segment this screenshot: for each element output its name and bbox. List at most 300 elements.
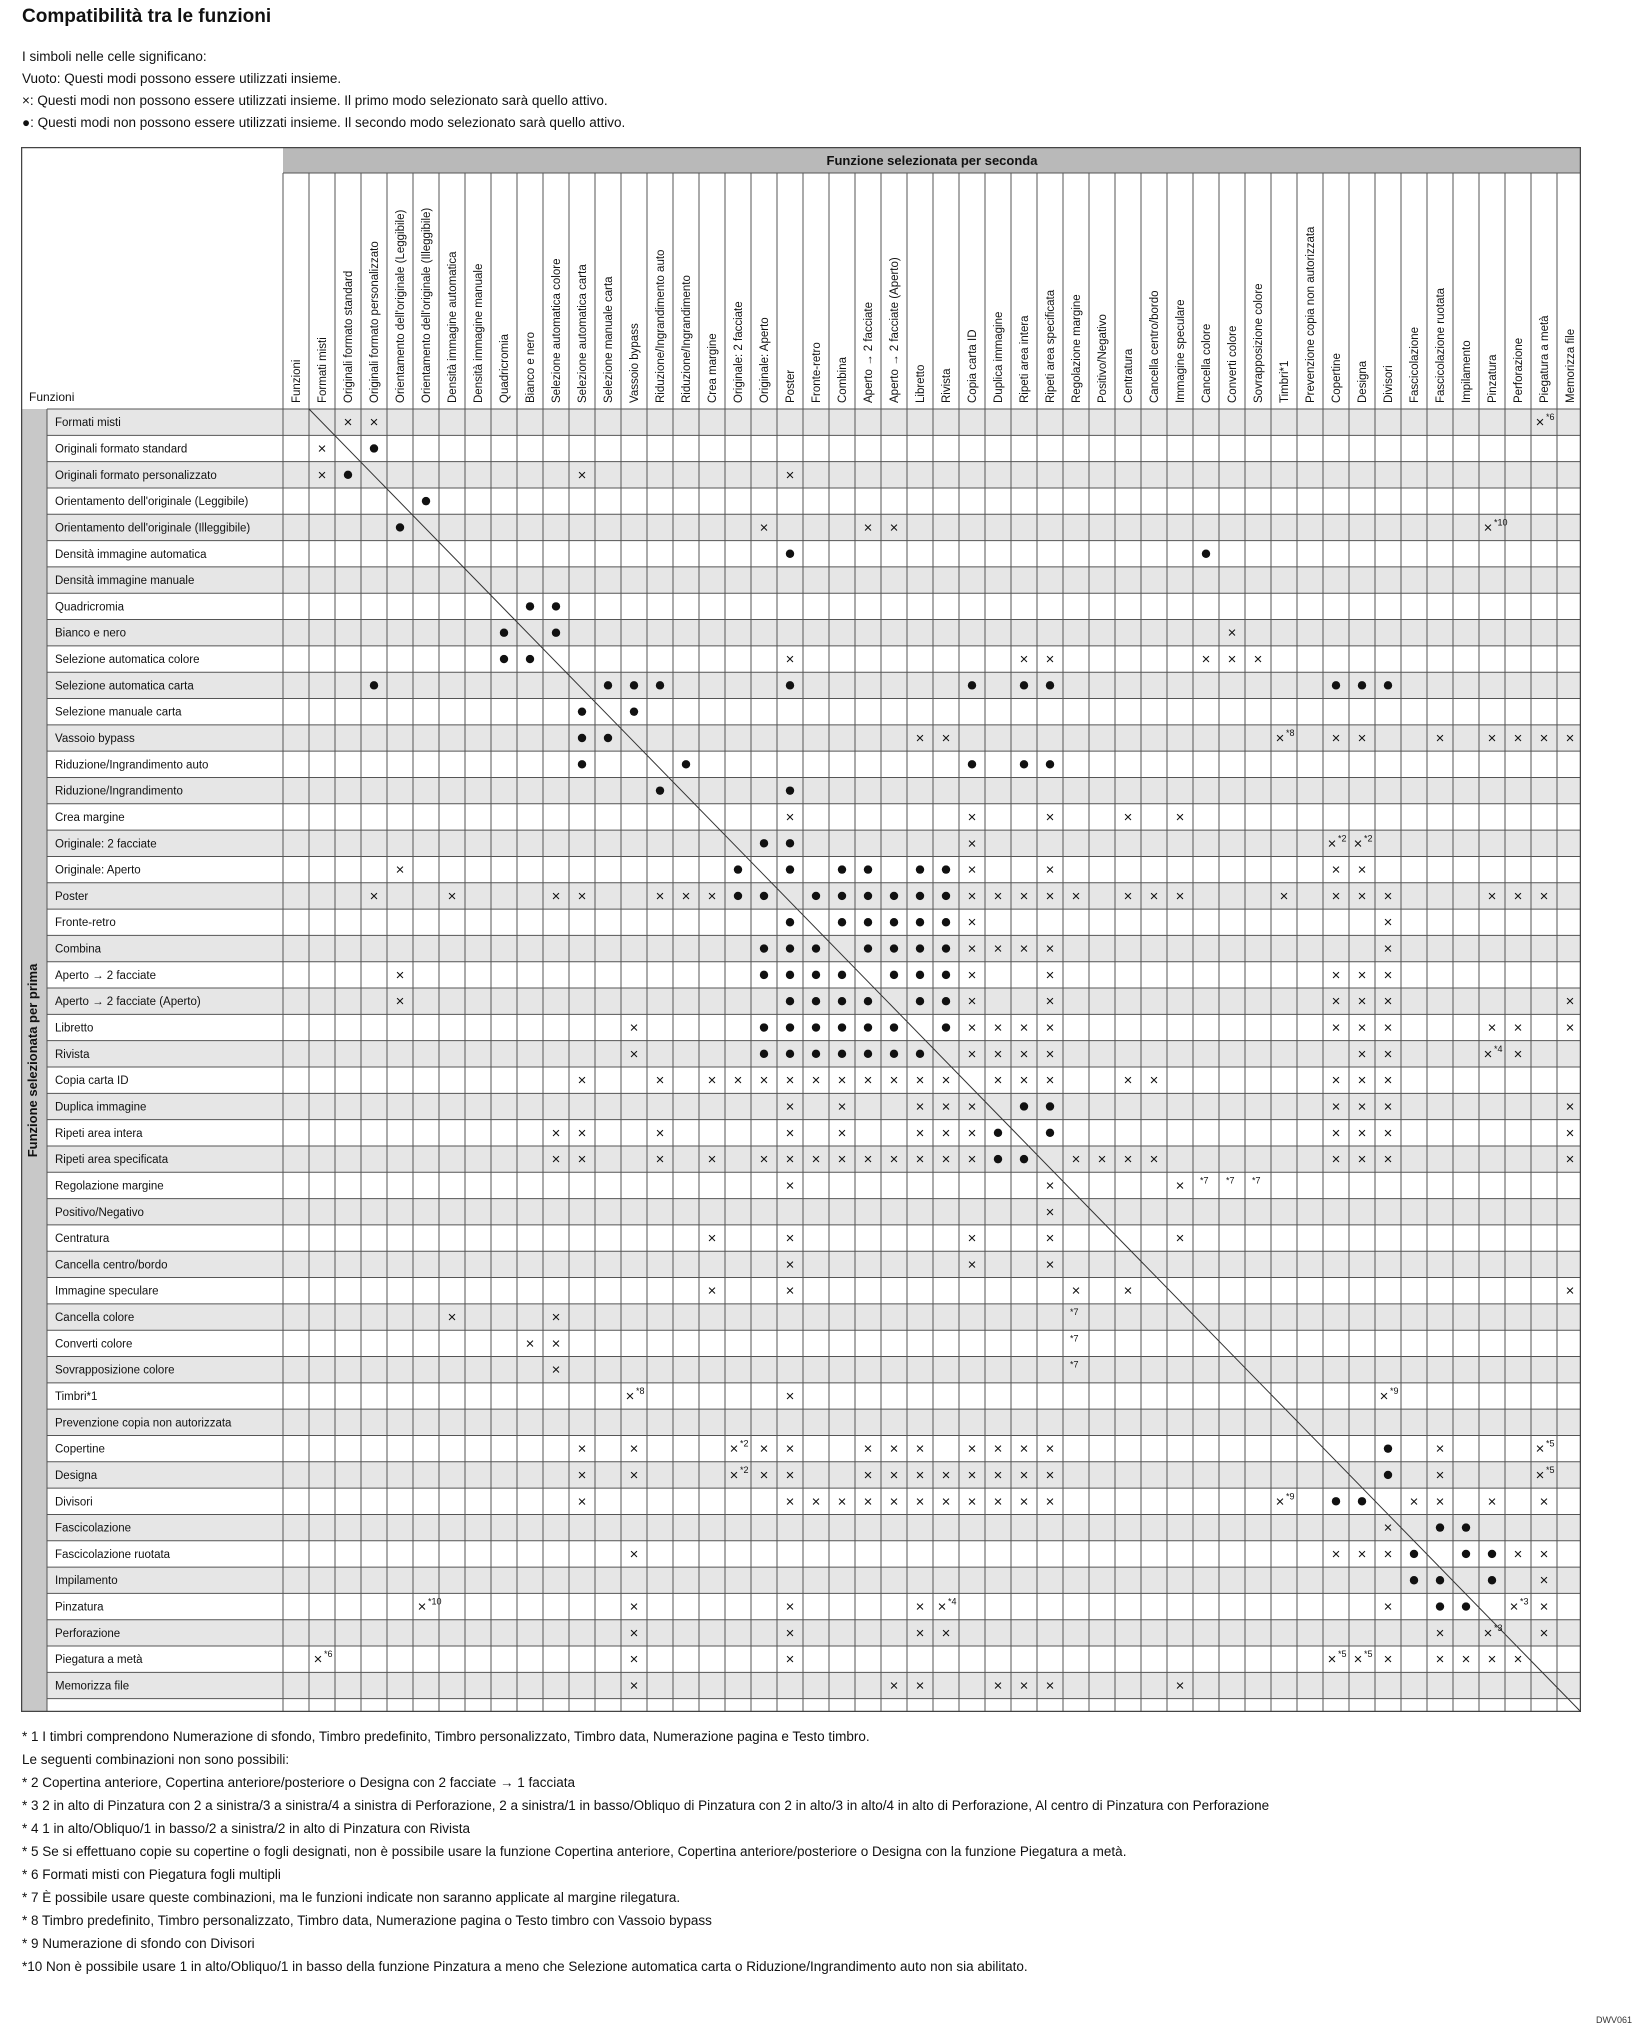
column-header: Sovrapposizione colore (1253, 283, 1265, 403)
cell-mark-cross: × (1331, 861, 1341, 879)
cell-mark-cross: × (707, 1072, 717, 1090)
cell-mark-dot (994, 1129, 1002, 1137)
cell-mark-cross: × (1045, 651, 1055, 669)
cell-mark-dot (942, 892, 950, 900)
cell-mark-cross: × (1535, 414, 1545, 432)
row-shade (47, 1672, 1581, 1698)
cell-footnote-ref: *7 (1070, 1333, 1079, 1344)
cell-mark-cross: × (1331, 1545, 1341, 1563)
column-header: Immagine speculare (1175, 299, 1187, 403)
cell-mark-cross: × (1045, 940, 1055, 958)
cell-mark-dot (890, 1050, 898, 1058)
cell-footnote-ref: *2 (1338, 833, 1347, 844)
row-label: Densità immagine manuale (55, 575, 195, 588)
cell-mark-dot (370, 681, 378, 689)
row-label: Converti colore (55, 1338, 133, 1351)
column-header: Impilamento (1461, 340, 1473, 403)
column-header: Centratura (1123, 348, 1135, 403)
cell-mark-dot (968, 760, 976, 768)
column-header: Orientamento dell'originale (Leggibile) (395, 209, 407, 403)
cell-footnote-ref: *9 (1286, 1491, 1295, 1502)
column-header: Duplica immagine (993, 311, 1005, 403)
row-label: Aperto → 2 facciate (Aperto) (55, 996, 201, 1009)
cell-mark-dot (864, 918, 872, 926)
cell-mark-cross: × (417, 1598, 427, 1616)
footnote-9: * 9 Numerazione di sfondo con Divisori (22, 1936, 255, 1951)
cell-mark-cross: × (1331, 1124, 1341, 1142)
cell-mark-cross: × (1019, 1440, 1029, 1458)
cell-mark-cross: × (915, 1440, 925, 1458)
cell-mark-cross: × (1045, 1493, 1055, 1511)
row-shade (47, 672, 1581, 698)
row-label: Designa (55, 1469, 98, 1482)
cell-mark-cross: × (1275, 730, 1285, 747)
cell-footnote-ref: *10 (1494, 517, 1508, 528)
row-label: Copertine (55, 1443, 105, 1456)
cell-mark-cross: × (577, 1440, 587, 1458)
cell-mark-cross: × (937, 1598, 947, 1616)
cell-mark-dot (864, 892, 872, 900)
row-label: Vassoio bypass (55, 733, 135, 745)
cell-mark-dot (916, 918, 924, 926)
cell-mark-cross: × (1539, 1572, 1549, 1590)
cell-mark-cross: × (889, 1466, 899, 1484)
cell-mark-cross: × (967, 1230, 977, 1248)
cell-mark-cross: × (785, 1388, 795, 1405)
cell-footnote-ref: *3 (1494, 1622, 1503, 1633)
row-label: Immagine speculare (55, 1285, 159, 1298)
column-header: Formati misti (317, 337, 329, 403)
cell-mark-cross: × (577, 1466, 587, 1484)
column-header: Selezione automatica carta (577, 264, 589, 403)
cell-footnote-ref: *2 (740, 1438, 749, 1449)
cell-mark-cross: × (369, 414, 379, 432)
cell-mark-cross: × (1357, 1072, 1367, 1090)
cell-mark-cross: × (1045, 1019, 1055, 1037)
cell-mark-cross: × (889, 1072, 899, 1090)
row-shade (47, 1199, 1581, 1225)
cell-mark-cross: × (1045, 808, 1055, 826)
cell-mark-dot (500, 629, 508, 637)
cell-footnote-ref: *5 (1546, 1438, 1555, 1449)
cell-mark-cross: × (967, 1045, 977, 1063)
cell-mark-cross: × (1513, 1651, 1523, 1669)
cell-footnote-ref: *4 (948, 1596, 957, 1607)
cell-mark-cross: × (551, 1151, 561, 1169)
cell-mark-cross: × (889, 519, 899, 537)
column-header: Originali formato standard (343, 270, 355, 403)
cell-mark-cross: × (1435, 1466, 1445, 1484)
cell-mark-cross: × (1383, 1651, 1393, 1669)
cell-mark-cross: × (1409, 1493, 1419, 1511)
column-header: Aperto → 2 facciate (863, 302, 875, 403)
cell-mark-dot (760, 892, 768, 900)
cell-mark-cross: × (1383, 1098, 1393, 1116)
column-header: Originale: Aperto (759, 317, 771, 403)
top-header-label: Funzione selezionata per seconda (826, 153, 1038, 168)
row-label: Sovrapposizione colore (55, 1364, 175, 1377)
row-label: Prevenzione copia non autorizzata (55, 1417, 232, 1430)
cell-mark-dot (1020, 1155, 1028, 1163)
cell-mark-cross: × (1487, 1493, 1497, 1511)
cell-mark-dot (656, 681, 664, 689)
row-label: Ripeti area intera (55, 1127, 143, 1140)
cell-mark-dot (1202, 550, 1210, 558)
legend-intro: I simboli nelle celle significano: (22, 49, 207, 64)
cell-mark-cross: × (1357, 730, 1367, 747)
cell-mark-dot (760, 839, 768, 847)
cell-mark-dot (552, 629, 560, 637)
cell-mark-dot (942, 1023, 950, 1031)
row-label: Selezione manuale carta (55, 706, 182, 719)
cell-mark-cross: × (1539, 1545, 1549, 1563)
column-header: Selezione automatica colore (551, 258, 563, 403)
cell-mark-cross: × (785, 808, 795, 826)
row-label: Originali formato standard (55, 443, 188, 456)
cell-mark-cross: × (785, 1282, 795, 1300)
cell-mark-cross: × (1045, 1203, 1055, 1221)
cell-mark-cross: × (1327, 835, 1337, 853)
row-label: Perforazione (55, 1627, 121, 1640)
cell-mark-cross: × (811, 1493, 821, 1511)
cell-mark-dot (786, 839, 794, 847)
cell-mark-cross: × (1149, 1151, 1159, 1169)
cell-footnote-ref: *8 (636, 1386, 645, 1396)
column-header: Riduzione/Ingrandimento auto (655, 249, 667, 403)
cell-mark-cross: × (1045, 1072, 1055, 1090)
cell-mark-cross: × (1535, 1440, 1545, 1458)
cell-footnote-ref: *7 (1070, 1307, 1079, 1318)
cell-mark-dot (578, 707, 586, 715)
column-header: Copia carta ID (967, 329, 979, 403)
footnote-7: * 7 È possibile usare queste combinazioni, ma le funzioni indicate non saranno applicate al margine rilegatura. (22, 1890, 681, 1905)
cell-mark-cross: × (785, 1177, 795, 1195)
cell-mark-cross: × (1045, 1677, 1055, 1695)
row-shade (47, 1093, 1581, 1119)
cell-mark-cross: × (1539, 1598, 1549, 1616)
row-label: Piegatura a metà (55, 1654, 143, 1667)
cell-mark-dot (942, 997, 950, 1005)
cell-mark-cross: × (1045, 1230, 1055, 1248)
cell-mark-cross: × (941, 730, 951, 747)
column-header: Piegatura a metà (1539, 315, 1551, 403)
cell-mark-cross: × (1383, 914, 1393, 932)
cell-mark-cross: × (1357, 861, 1367, 879)
column-header: Poster (785, 369, 797, 403)
row-label: Formati misti (55, 417, 121, 430)
page-title: Compatibilità tra le funzioni (22, 6, 272, 27)
cell-mark-cross: × (1331, 966, 1341, 984)
cell-mark-dot (1488, 1550, 1496, 1558)
cell-mark-cross: × (577, 466, 587, 484)
cell-mark-cross: × (1565, 730, 1575, 747)
cell-mark-cross: × (967, 1019, 977, 1037)
cell-mark-cross: × (941, 1098, 951, 1116)
cell-mark-cross: × (1331, 1072, 1341, 1090)
row-label: Aperto → 2 facciate (55, 969, 156, 982)
cell-mark-dot (942, 918, 950, 926)
cell-mark-cross: × (1483, 519, 1493, 537)
cell-mark-dot (1410, 1576, 1418, 1584)
cell-mark-cross: × (1383, 1545, 1393, 1563)
cell-mark-cross: × (1019, 940, 1029, 958)
row-shade (47, 777, 1581, 803)
cell-mark-dot (396, 523, 404, 531)
row-shade (47, 514, 1581, 540)
cell-footnote-ref: *8 (1286, 728, 1295, 738)
footnote-2: * 2 Copertina anteriore, Copertina anteriore/posteriore o Designa con 2 facciate → 1 facciata (22, 1775, 576, 1790)
column-header: Quadricromia (499, 333, 511, 403)
cell-mark-dot (1436, 1523, 1444, 1531)
row-label: Originali formato personalizzato (55, 469, 217, 482)
row-label: Regolazione margine (55, 1180, 164, 1193)
cell-mark-dot (578, 734, 586, 742)
cell-mark-cross: × (1483, 1624, 1493, 1642)
row-label: Cancella colore (55, 1312, 135, 1325)
cell-mark-cross: × (785, 1230, 795, 1248)
cell-mark-dot (1020, 1102, 1028, 1110)
cell-mark-cross: × (759, 1466, 769, 1484)
cell-mark-cross: × (625, 1388, 635, 1405)
cell-mark-cross: × (1513, 1019, 1523, 1037)
cell-mark-cross: × (759, 519, 769, 537)
column-header: Copertine (1331, 353, 1343, 403)
cell-mark-cross: × (1331, 1019, 1341, 1037)
document-code: DWV061 (1595, 2015, 1632, 2025)
cell-mark-cross: × (1019, 1466, 1029, 1484)
cell-mark-cross: × (395, 966, 405, 984)
row-label: Fascicolazione (55, 1522, 132, 1535)
cell-mark-dot (890, 971, 898, 979)
cell-mark-dot (1046, 760, 1054, 768)
cell-mark-dot (786, 918, 794, 926)
cell-mark-cross: × (863, 519, 873, 537)
row-label: Quadricromia (55, 601, 125, 614)
column-header: Pinzatura (1487, 354, 1499, 403)
cell-mark-dot (916, 892, 924, 900)
cell-mark-cross: × (1383, 1019, 1393, 1037)
cell-mark-cross: × (967, 887, 977, 905)
cell-mark-dot (1046, 1129, 1054, 1137)
cell-footnote-ref: *10 (428, 1596, 442, 1607)
cell-mark-cross: × (729, 1440, 739, 1458)
cell-mark-cross: × (1487, 1651, 1497, 1669)
column-header: Ripeti area intera (1019, 315, 1031, 403)
cell-mark-dot (1410, 1550, 1418, 1558)
cell-mark-dot (760, 971, 768, 979)
row-shade (47, 567, 1581, 593)
column-header: Vassoio bypass (629, 323, 641, 403)
cell-mark-cross: × (1565, 993, 1575, 1011)
cell-mark-cross: × (1435, 730, 1445, 747)
cell-mark-cross: × (525, 1335, 535, 1353)
row-label: Rivista (55, 1048, 90, 1061)
cell-footnote-ref: *7 (1200, 1175, 1209, 1186)
cell-mark-dot (604, 734, 612, 742)
cell-mark-cross: × (629, 1651, 639, 1669)
cell-mark-dot (812, 892, 820, 900)
cell-mark-cross: × (1539, 730, 1549, 747)
cell-mark-dot (916, 1050, 924, 1058)
column-header: Designa (1357, 360, 1369, 403)
cell-mark-cross: × (707, 887, 717, 905)
cell-mark-cross: × (785, 466, 795, 484)
cell-mark-dot (890, 892, 898, 900)
cell-mark-cross: × (1253, 651, 1263, 669)
cell-mark-cross: × (785, 1493, 795, 1511)
cell-mark-cross: × (785, 1651, 795, 1669)
cell-mark-cross: × (1357, 1098, 1367, 1116)
cell-mark-dot (1046, 1102, 1054, 1110)
cell-mark-cross: × (785, 1624, 795, 1642)
cell-mark-cross: × (655, 1072, 665, 1090)
cell-mark-cross: × (1045, 861, 1055, 879)
cell-mark-cross: × (1565, 1282, 1575, 1300)
cell-mark-cross: × (759, 1151, 769, 1169)
cell-mark-cross: × (1353, 1651, 1363, 1669)
cell-mark-cross: × (681, 887, 691, 905)
column-header: Libretto (915, 364, 927, 403)
cell-mark-cross: × (447, 1309, 457, 1327)
cell-mark-dot (786, 550, 794, 558)
cell-mark-cross: × (629, 1466, 639, 1484)
footnote-intro: Le seguenti combinazioni non sono possibili: (22, 1752, 290, 1767)
cell-mark-cross: × (1227, 651, 1237, 669)
cell-mark-cross: × (785, 1598, 795, 1616)
cell-mark-cross: × (993, 1493, 1003, 1511)
cell-mark-cross: × (1539, 1624, 1549, 1642)
cell-mark-cross: × (1331, 1098, 1341, 1116)
cell-mark-cross: × (967, 808, 977, 826)
cell-mark-cross: × (837, 1493, 847, 1511)
cell-mark-cross: × (1357, 1151, 1367, 1169)
cell-mark-dot (916, 971, 924, 979)
column-header: Originale: 2 facciate (733, 301, 745, 403)
cell-footnote-ref: *2 (1364, 833, 1373, 844)
column-header: Rivista (941, 368, 953, 403)
cell-mark-cross: × (577, 887, 587, 905)
cell-mark-dot (1046, 681, 1054, 689)
cell-mark-cross: × (1383, 966, 1393, 984)
cell-mark-cross: × (967, 1098, 977, 1116)
cell-mark-cross: × (863, 1466, 873, 1484)
cell-mark-cross: × (993, 1440, 1003, 1458)
cell-mark-cross: × (993, 1019, 1003, 1037)
cell-mark-cross: × (577, 1072, 587, 1090)
cell-mark-cross: × (1357, 1124, 1367, 1142)
row-shade (47, 725, 1581, 751)
row-label: Copia carta ID (55, 1075, 129, 1088)
cell-mark-cross: × (967, 1124, 977, 1142)
cell-mark-dot (812, 1023, 820, 1031)
cell-mark-cross: × (1123, 808, 1133, 826)
footnote-1: * 1 I timbri comprendono Numerazione di sfondo, Timbro predefinito, Timbro personalizzato, Timbro data, Numerazione pagina e Testo timbro. (22, 1729, 870, 1744)
cell-mark-cross: × (1019, 1019, 1029, 1037)
cell-mark-dot (812, 997, 820, 1005)
cell-mark-dot (968, 681, 976, 689)
cell-mark-cross: × (915, 1151, 925, 1169)
cell-mark-dot (1358, 681, 1366, 689)
cell-mark-dot (916, 865, 924, 873)
cell-mark-cross: × (655, 1124, 665, 1142)
cell-mark-cross: × (1565, 1098, 1575, 1116)
cell-mark-cross: × (915, 1677, 925, 1695)
cell-mark-cross: × (629, 1045, 639, 1063)
cell-mark-cross: × (941, 1466, 951, 1484)
cell-mark-dot (1462, 1602, 1470, 1610)
cell-mark-cross: × (1123, 1151, 1133, 1169)
column-header: Memorizza file (1565, 328, 1577, 403)
cell-mark-cross: × (1275, 1493, 1285, 1511)
cell-mark-cross: × (551, 1335, 561, 1353)
cell-mark-cross: × (1461, 1651, 1471, 1669)
cell-mark-cross: × (577, 1151, 587, 1169)
row-shade (47, 1304, 1581, 1330)
cell-mark-dot (786, 1050, 794, 1058)
column-header: Divisori (1383, 365, 1395, 403)
cell-mark-cross: × (1513, 887, 1523, 905)
cell-mark-dot (630, 681, 638, 689)
cell-mark-cross: × (967, 966, 977, 984)
cell-mark-dot (916, 944, 924, 952)
cell-mark-cross: × (1535, 1466, 1545, 1484)
cell-mark-cross: × (1383, 1598, 1393, 1616)
cell-mark-cross: × (1435, 1493, 1445, 1511)
cell-mark-dot (1462, 1550, 1470, 1558)
cell-mark-cross: × (733, 1072, 743, 1090)
row-label: Duplica immagine (55, 1101, 147, 1114)
footnote-6: * 6 Formati misti con Piegatura fogli multipli (22, 1867, 281, 1882)
cell-mark-cross: × (1327, 1651, 1337, 1669)
cell-mark-dot (734, 865, 742, 873)
cell-footnote-ref: *5 (1546, 1464, 1555, 1475)
cell-mark-cross: × (1227, 624, 1237, 642)
cell-mark-dot (916, 997, 924, 1005)
cell-mark-dot (1358, 1497, 1366, 1505)
cell-mark-cross: × (915, 1098, 925, 1116)
column-header: Combina (837, 356, 849, 403)
cell-mark-cross: × (1149, 1072, 1159, 1090)
column-header: Cancella centro/bordo (1149, 290, 1161, 403)
cell-mark-cross: × (1019, 1493, 1029, 1511)
cell-footnote-ref: *2 (740, 1464, 749, 1475)
cell-mark-cross: × (967, 861, 977, 879)
footnotes (22, 1725, 1269, 1978)
cell-footnote-ref: *3 (1520, 1596, 1529, 1607)
cell-mark-cross: × (837, 1098, 847, 1116)
cell-mark-dot (1488, 1576, 1496, 1584)
cell-mark-cross: × (1353, 835, 1363, 853)
row-shade (47, 620, 1581, 646)
cell-mark-cross: × (313, 1651, 323, 1669)
cell-mark-cross: × (1045, 1466, 1055, 1484)
corner-label: Funzioni (29, 390, 75, 404)
cell-mark-dot (526, 602, 534, 610)
cell-mark-cross: × (993, 887, 1003, 905)
row-label: Timbri*1 (55, 1391, 98, 1403)
row-label: Fascicolazione ruotata (55, 1548, 171, 1561)
cell-mark-cross: × (577, 1493, 587, 1511)
cell-mark-cross: × (967, 1151, 977, 1169)
column-header: Regolazione margine (1071, 294, 1083, 403)
cell-mark-cross: × (837, 1072, 847, 1090)
cell-mark-cross: × (1357, 887, 1367, 905)
cell-mark-cross: × (1357, 1045, 1367, 1063)
row-label: Bianco e nero (55, 627, 126, 640)
legend (22, 46, 625, 134)
cell-mark-dot (656, 786, 664, 794)
column-header: Selezione manuale carta (603, 276, 615, 403)
